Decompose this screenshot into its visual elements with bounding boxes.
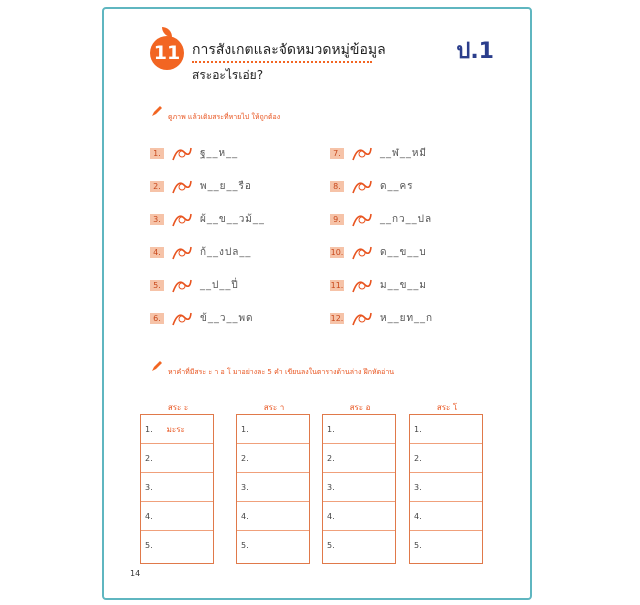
exercise-item	[150, 142, 238, 164]
vowel-column-header: สระ โ	[436, 403, 458, 412]
line-number: 4.	[241, 511, 249, 521]
line-number: 5.	[145, 541, 153, 550]
line-number: 1.	[327, 424, 335, 434]
title-underline	[192, 61, 372, 63]
word-blank[interactable]: ก้__งปล__	[200, 246, 252, 258]
answer-line[interactable]	[323, 444, 395, 473]
vowel-column-header: สระ อ	[349, 403, 371, 412]
line-number: 2.	[414, 453, 422, 463]
pencil-icon	[150, 359, 164, 373]
boat-icon	[170, 175, 194, 197]
answer-line[interactable]	[323, 415, 395, 444]
vowel-column-header: สระ า	[263, 403, 285, 412]
answer-line[interactable]	[237, 502, 309, 531]
answer-line[interactable]	[141, 415, 213, 444]
answer-line[interactable]	[410, 415, 482, 444]
word-blank[interactable]: พ__ย__รือ	[200, 180, 252, 192]
line-number: 3.	[241, 482, 249, 492]
exercise-item	[150, 307, 254, 329]
answer-line[interactable]	[141, 531, 213, 560]
shrimp-icon	[350, 241, 374, 263]
exercise-item	[150, 274, 239, 296]
answer-line[interactable]	[323, 473, 395, 502]
lesson-subtitle: สระอะไรเอ่ย?	[192, 68, 264, 82]
snail-icon	[350, 307, 374, 329]
answer-line[interactable]	[141, 444, 213, 473]
fishbone-icon	[170, 241, 194, 263]
vowel-column-header: สระ ะ	[167, 403, 189, 412]
item-number: 5.	[150, 280, 164, 291]
item-number: 7.	[330, 148, 344, 159]
word-blank[interactable]: ผ้__ข__วม้__	[200, 213, 265, 225]
answer-line[interactable]	[237, 444, 309, 473]
word-blank[interactable]: ห__ยท__ก	[380, 312, 434, 324]
answer-line[interactable]	[410, 473, 482, 502]
word-blank[interactable]: __ฬ__หมี	[380, 147, 428, 159]
lesson-title: การสังเกตและจัดหมวดหมู่ข้อมูล	[192, 42, 386, 58]
worksheet-page	[102, 7, 532, 600]
answer-line[interactable]	[410, 502, 482, 531]
answer-line[interactable]	[141, 473, 213, 502]
corn-icon	[170, 307, 194, 329]
answer-line[interactable]	[410, 531, 482, 560]
item-number: 8.	[330, 181, 344, 192]
exercise-item	[330, 142, 427, 164]
vowel-answer-box	[322, 414, 396, 564]
exercise-item	[330, 241, 427, 263]
person-icon	[170, 208, 194, 230]
line-number: 1.	[414, 424, 422, 434]
answer-line[interactable]	[237, 473, 309, 502]
pencil-icon	[350, 175, 374, 197]
box-icon	[350, 208, 374, 230]
word-blank[interactable]: ข้__ว__พด	[200, 312, 254, 324]
answer-line[interactable]	[237, 415, 309, 444]
line-number: 5.	[241, 541, 249, 550]
exercise-item	[150, 208, 265, 230]
line-number: 5.	[327, 541, 335, 550]
answer-line[interactable]	[237, 531, 309, 560]
exercise-item	[330, 175, 414, 197]
pencil-icon	[150, 104, 164, 118]
line-number: 4.	[327, 511, 335, 521]
item-number: 4.	[150, 247, 164, 258]
word-blank[interactable]: ด__ข__บ	[380, 246, 427, 258]
word-blank[interactable]: __ป__ปี่	[200, 279, 239, 291]
item-number: 11.	[330, 280, 344, 290]
item-number: 10.	[330, 247, 344, 257]
exercise-item	[330, 274, 427, 296]
bag-icon	[350, 142, 374, 164]
line-number: 3.	[145, 482, 153, 492]
answer-line[interactable]	[323, 531, 395, 560]
item-number: 6.	[150, 313, 164, 324]
line-number: 3.	[327, 482, 335, 492]
exercise-item	[330, 208, 432, 230]
line-number: 2.	[327, 453, 335, 463]
item-number: 9.	[330, 214, 344, 225]
grade-label: ป.1	[456, 39, 494, 64]
vowel-answer-box	[236, 414, 310, 564]
word-blank[interactable]: __กว__ปล	[380, 213, 433, 225]
item-number: 12.	[330, 313, 344, 323]
lesson-number-badge: 11	[150, 36, 184, 70]
section1-instruction: ดูภาพ แล้วเติมสระที่หายไป ให้ถูกต้อง	[168, 113, 281, 121]
line-number: 4.	[145, 511, 153, 521]
line-number: 1.	[145, 424, 153, 434]
cooking-pot-icon	[170, 142, 194, 164]
word-blank[interactable]: ม__ข__ม	[380, 279, 428, 291]
line-number: 5.	[414, 541, 422, 550]
answer-line[interactable]	[323, 502, 395, 531]
exercise-item	[150, 175, 252, 197]
item-number: 3.	[150, 214, 164, 225]
vowel-answer-box	[409, 414, 483, 564]
section2-instruction: หาคำที่มีสระ ะ า อ โ มาอย่างละ 5 คำ เขียนลงในตารางด้านล่าง ฝึกหัดอ่าน	[168, 368, 395, 376]
word-blank[interactable]: ด__คร	[380, 180, 414, 192]
item-number: 2.	[150, 181, 164, 192]
answer-line[interactable]	[410, 444, 482, 473]
vowel-answer-box	[140, 414, 214, 564]
word-blank[interactable]: ฐ__ห__	[200, 147, 239, 159]
exercise-item	[150, 241, 251, 263]
answer-line[interactable]	[141, 502, 213, 531]
exercise-item	[330, 307, 433, 329]
sample-answer: มะระ	[166, 424, 185, 434]
line-number: 2.	[145, 453, 153, 463]
line-number: 1.	[241, 424, 249, 434]
child-icon	[170, 274, 194, 296]
page-number: 14	[130, 569, 141, 578]
item-number: 1.	[150, 148, 164, 159]
line-number: 2.	[241, 453, 249, 463]
fruit-icon	[350, 274, 374, 296]
line-number: 3.	[414, 482, 422, 492]
line-number: 4.	[414, 511, 422, 521]
